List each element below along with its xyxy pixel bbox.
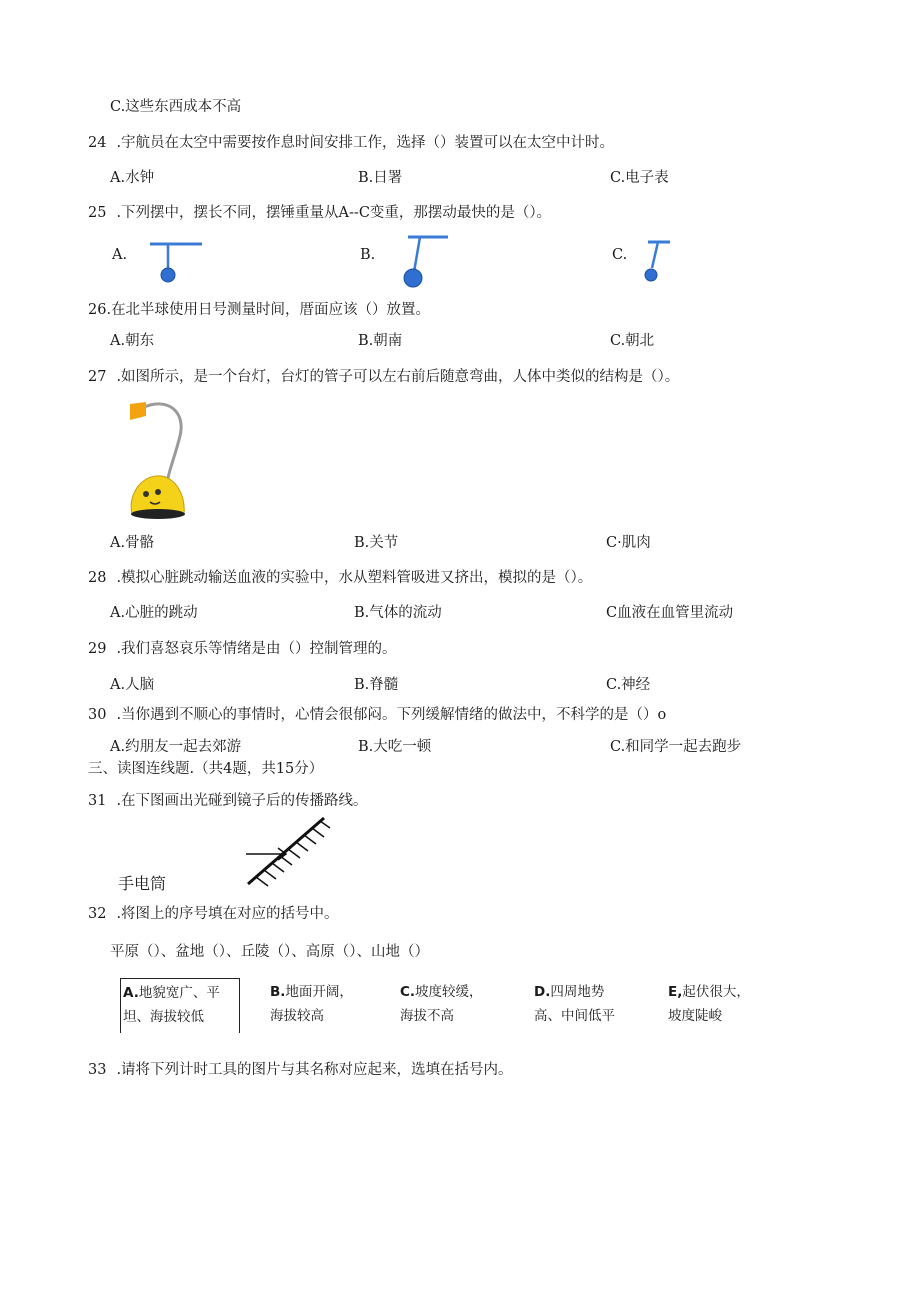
q25-option-a[interactable]: A.: [112, 247, 128, 263]
question-31: [88, 794, 368, 809]
pendulum-b-image: [400, 232, 460, 292]
question-33: [88, 1063, 513, 1078]
question-27: [88, 370, 679, 385]
cell-line1: 坡度较缓，: [415, 984, 483, 1000]
question-29: [88, 642, 397, 657]
question-28: [88, 571, 592, 586]
question-text: .在下图画出光碰到镜子后的传播路线。: [116, 793, 368, 809]
question-number: 26.: [88, 302, 112, 318]
question-text: .如图所示，是一个台灯，台灯的管子可以左右前后随意弯曲，人体中类似的结构是（）。: [116, 369, 680, 385]
question-number: 25: [88, 205, 107, 221]
question-text: .模拟心脏跳动输送血液的实验中，水从塑料管吸进又挤出，模拟的是（）。: [116, 570, 593, 586]
cell-line1: 起伏很大，: [682, 984, 750, 1000]
q24-option-a[interactable]: A.水钟: [110, 170, 155, 186]
cell-line2: 坦、海拔较低: [123, 1009, 204, 1025]
cell-line2: 海拔不高: [400, 1008, 454, 1024]
q28-option-b[interactable]: B.气体的流动: [354, 605, 442, 621]
q28-option-a[interactable]: A.心脏的跳动: [110, 605, 198, 621]
desk-lamp-image: [128, 402, 198, 522]
q27-option-c[interactable]: C·肌肉: [606, 535, 651, 551]
question-number: 24: [88, 135, 107, 151]
cell-letter: D.: [534, 984, 551, 1000]
q28-option-c[interactable]: C血液在血管里流动: [606, 605, 734, 621]
question-32: [88, 907, 339, 922]
section-3-title: 三、读图连线题.（共4题，共15分）: [88, 761, 324, 777]
cell-line2: 海拔较高: [270, 1008, 324, 1024]
q29-option-c[interactable]: C.神经: [606, 677, 651, 693]
landform-cell-a: [120, 978, 240, 1033]
cell-line1: 地面开阔，: [285, 984, 353, 1000]
pendulum-a-image: [150, 238, 210, 288]
question-number: 33: [88, 1062, 107, 1078]
q30-option-a[interactable]: A.约朋友一起去郊游: [110, 739, 242, 755]
cell-letter: A.: [123, 985, 139, 1001]
question-text: .下列摆中，摆长不同，摆锤重量从A--C变重，那摆动最快的是（）。: [116, 205, 552, 221]
question-26: [88, 303, 430, 318]
q32-blanks[interactable]: 平原（）、盆地（）、丘陵（）、高原（）、山地（）: [110, 944, 429, 960]
question-text: .请将下列计时工具的图片与其名称对应起来，选填在括号内。: [116, 1062, 513, 1078]
cell-line2: 高、中间低平: [534, 1008, 615, 1024]
question-text: .当你遇到不顺心的事情时，心情会很郁闷。下列缓解情绪的做法中，不科学的是（）o: [116, 707, 667, 723]
cell-line1: 四周地势: [550, 984, 605, 1000]
q27-option-b[interactable]: B.关节: [354, 535, 399, 551]
question-number: 32: [88, 906, 107, 922]
cell-line2: 坡度陡峻: [668, 1008, 722, 1024]
landform-cell-c: [400, 978, 483, 1032]
cell-line1: 地貌宽广、平: [138, 985, 220, 1001]
question-number: 29: [88, 641, 107, 657]
q26-option-b[interactable]: B.朝南: [358, 333, 403, 349]
question-text: .我们喜怒哀乐等情绪是由（）控制管理的。: [116, 641, 397, 657]
pendulum-c-image: [640, 238, 680, 288]
landform-cell-d: [534, 978, 615, 1032]
q26-option-a[interactable]: A.朝东: [110, 333, 155, 349]
q24-option-b[interactable]: B.日署: [358, 170, 403, 186]
cell-letter: B.: [270, 984, 286, 1000]
landform-table: [120, 978, 760, 1030]
question-text: 在北半球使用日号测量时间，厝面应该（）放置。: [111, 302, 431, 318]
q26-option-c[interactable]: C.朝北: [610, 333, 655, 349]
question-30: [88, 708, 666, 723]
cell-letter: C.: [400, 984, 416, 1000]
q23-option-c: C.这些东西成本不高: [110, 99, 242, 115]
q29-option-b[interactable]: B.脊髓: [354, 677, 399, 693]
question-text: .宇航员在太空中需要按作息时间安排工作，选择（）装置可以在太空中计时。: [116, 135, 615, 151]
question-number: 27: [88, 369, 107, 385]
q30-option-c[interactable]: C.和同学一起去跑步: [610, 739, 742, 755]
mirror-diagram: [240, 814, 340, 890]
question-text: .将图上的序号填在对应的括号中。: [116, 906, 339, 922]
cell-letter: E,: [668, 984, 683, 1000]
question-number: 31: [88, 793, 107, 809]
flashlight-label: 手电筒: [118, 874, 167, 893]
landform-cell-e: [668, 978, 750, 1032]
q25-option-c[interactable]: C.: [612, 247, 628, 263]
q24-option-c[interactable]: C.电子表: [610, 170, 669, 186]
q25-option-b[interactable]: B.: [360, 247, 376, 263]
landform-cell-b: [270, 978, 353, 1032]
question-number: 30: [88, 707, 107, 723]
q29-option-a[interactable]: A.人脑: [110, 677, 155, 693]
question-number: 28: [88, 570, 107, 586]
question-25: [88, 206, 551, 221]
q30-option-b[interactable]: B.大吃一顿: [358, 739, 432, 755]
question-24: [88, 136, 614, 151]
q27-option-a[interactable]: A.骨骼: [110, 535, 155, 551]
